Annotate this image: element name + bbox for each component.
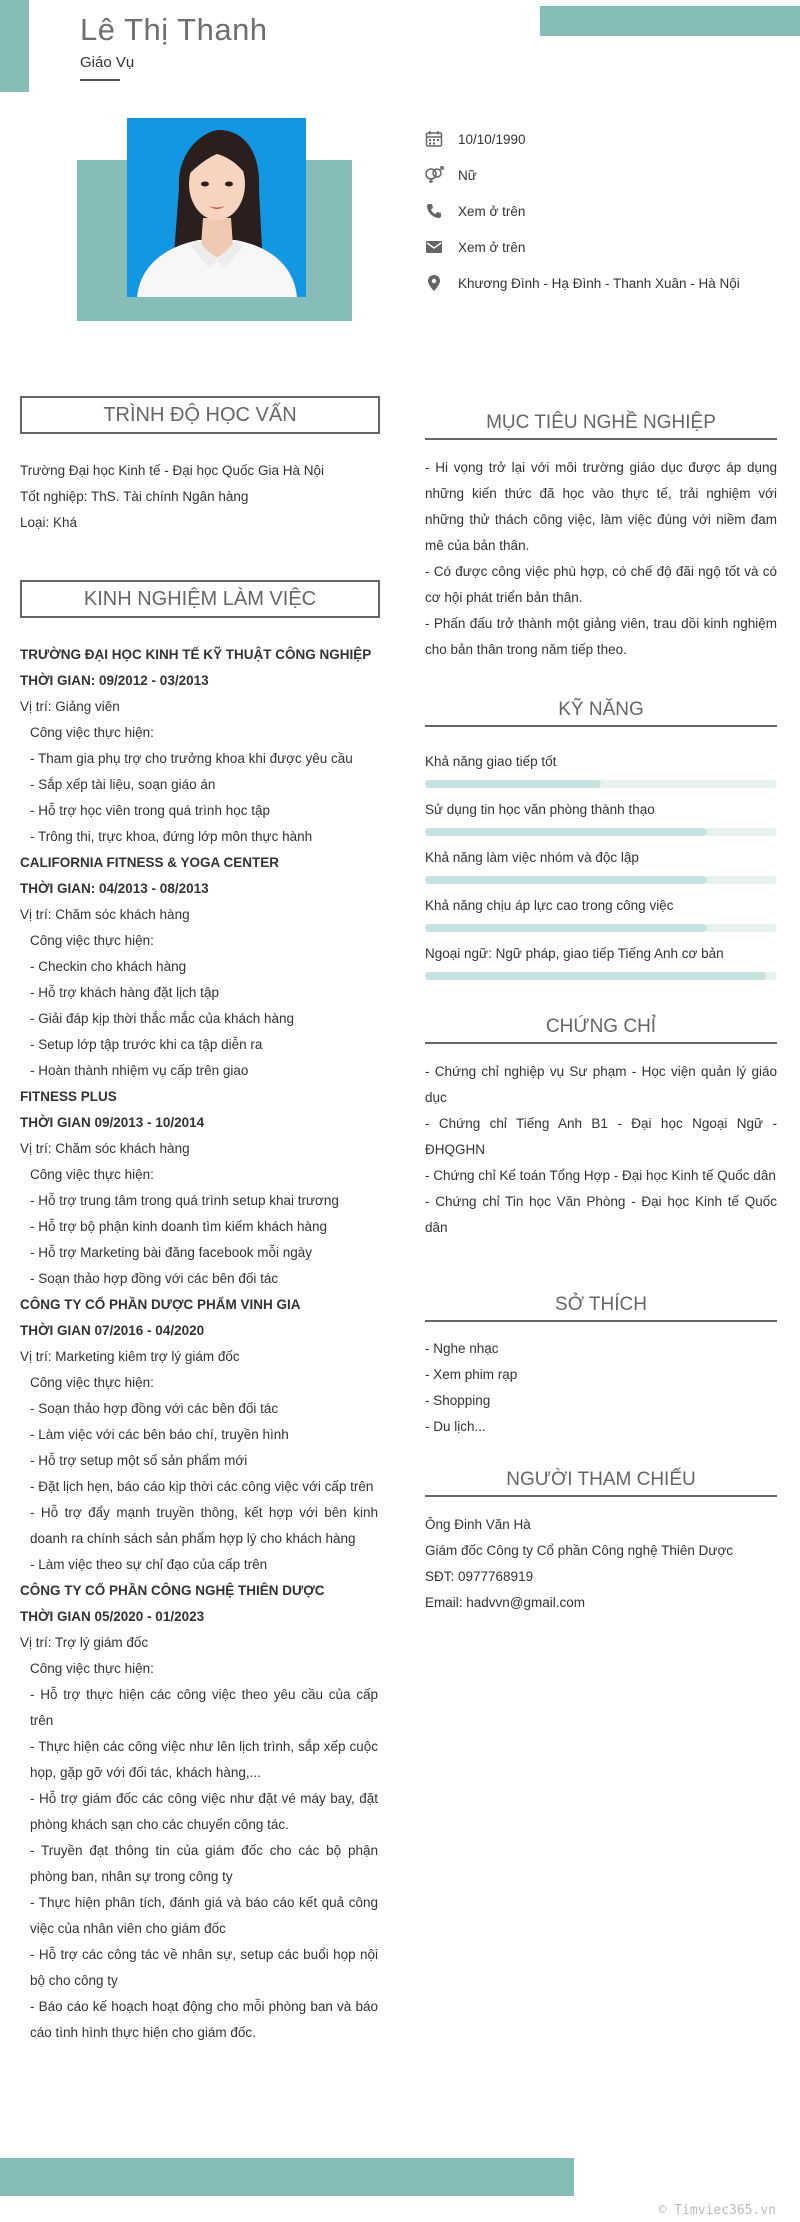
- job-tasks-label: Công việc thực hiện:: [30, 933, 154, 948]
- objective-line: - Phấn đấu trở thành một giảng viên, trau dồi kinh nghiệm cho bản thân trong năm tiếp theo.: [425, 616, 777, 657]
- envelope-icon: [424, 237, 444, 257]
- job-task: - Thực hiện phân tích, đánh giá và báo cáo kết quả công việc của nhân viên cho giám đốc: [30, 1895, 378, 1936]
- job-task: - Truyền đạt thông tin của giám đốc cho các bộ phận phòng ban, nhân sự trong công ty: [30, 1843, 378, 1884]
- job-position: Vị trí: Chăm sóc khách hàng: [20, 1141, 190, 1156]
- job-task: - Trông thi, trực khoa, đứng lớp môn thực hành: [30, 829, 313, 844]
- skill-item: [425, 800, 777, 836]
- candidate-role: Giáo Vụ: [80, 54, 135, 71]
- job-task: - Sắp xếp tài liệu, soạn giáo án: [30, 777, 216, 792]
- skill-item: [425, 896, 777, 932]
- skill-label: Ngoại ngữ: Ngữ pháp, giao tiếp Tiếng Anh cơ bản: [425, 946, 724, 961]
- job-company: FITNESS PLUS: [20, 1089, 117, 1104]
- skill-bar-fill: [425, 972, 766, 980]
- role-underline: [80, 79, 120, 81]
- job-time: THỜI GIAN: 04/2013 - 08/2013: [20, 881, 209, 896]
- birthday-value: 10/10/1990: [458, 131, 526, 147]
- phone-row: [424, 200, 525, 222]
- education-heading: TRÌNH ĐỘ HỌC VẤN: [20, 396, 380, 434]
- job-company: CÔNG TY CỔ PHẦN CÔNG NGHỆ THIÊN DƯỢC: [20, 1583, 325, 1598]
- job-task: - Làm việc theo sự chỉ đạo của cấp trên: [30, 1557, 268, 1572]
- skill-label: Khả năng chịu áp lực cao trong công việc: [425, 898, 674, 913]
- avatar: [127, 118, 306, 297]
- hobby-item: - Shopping: [425, 1393, 491, 1408]
- certificate-item: - Chứng chỉ Tin học Văn Phòng - Đại học Kinh tế Quốc dân: [425, 1194, 777, 1235]
- skill-bar-fill: [425, 924, 707, 932]
- job-entry: [20, 1578, 378, 2046]
- address-value: Khương Đình - Hạ Đình - Thanh Xuân - Hà Nội: [458, 275, 740, 291]
- reference-email: Email: hadvvn@gmail.com: [425, 1595, 586, 1610]
- gender-icon: [424, 165, 444, 185]
- objective-line: - Hi vọng trở lại với môi trường giáo dục được áp dụng những kiến thức đã học vào thực tế, trải nghiệm với những thử thách công việc, làm việc đúng với niềm đam mê của bản thân.: [425, 460, 777, 553]
- header-decoration-right: [540, 6, 800, 36]
- hobby-item: - Nghe nhạc: [425, 1341, 499, 1356]
- experience-heading: KINH NGHIỆM LÀM VIỆC: [20, 580, 380, 618]
- job-time: THỜI GIAN 09/2013 - 10/2014: [20, 1115, 205, 1130]
- address-row: [424, 272, 740, 294]
- job-task: - Thực hiện các công việc như lên lịch trình, sắp xếp cuộc họp, gặp gỡ với đối tác, khách hàng,...: [30, 1739, 378, 1780]
- job-entry: [20, 642, 378, 850]
- education-section: [20, 458, 376, 536]
- gender-row: [424, 164, 477, 186]
- job-company: CÔNG TY CỔ PHẦN DƯỢC PHẨM VINH GIA: [20, 1297, 301, 1312]
- education-degree: Tốt nghiệp: ThS. Tài chính Ngân hàng: [20, 489, 249, 504]
- contact-list: [424, 128, 764, 308]
- objective-section: [425, 455, 777, 663]
- hobby-item: - Du lịch...: [425, 1419, 486, 1434]
- calendar-icon: [424, 129, 444, 149]
- job-task: - Hỗ trợ đẩy mạnh truyền thông, kết hợp với bên kinh doanh ra chính sách sản phẩm hợp lý cho khách hàng: [30, 1505, 378, 1546]
- reference-name: Ông Đinh Văn Hà: [425, 1517, 531, 1532]
- job-time: THỜI GIAN 07/2016 - 04/2020: [20, 1323, 205, 1338]
- skill-item: [425, 752, 777, 788]
- objective-heading: MỤC TIÊU NGHỀ NGHIỆP: [425, 408, 777, 440]
- job-task: - Hỗ trợ Marketing bài đăng facebook mỗi ngày: [30, 1245, 312, 1260]
- skill-label: Khả năng giao tiếp tốt: [425, 754, 557, 769]
- skill-label: Sử dụng tin học văn phòng thành thạo: [425, 802, 655, 817]
- job-task: - Hỗ trợ trung tâm trong quá trình setup khai trương: [30, 1193, 339, 1208]
- job-entry: [20, 1084, 378, 1292]
- job-time: THỜI GIAN: 09/2012 - 03/2013: [20, 673, 209, 688]
- job-task: - Checkin cho khách hàng: [30, 959, 187, 974]
- job-task: - Setup lớp tập trước khi ca tập diễn ra: [30, 1037, 263, 1052]
- job-tasks-label: Công việc thực hiện:: [30, 725, 154, 740]
- job-task: - Hỗ trợ các công tác về nhân sự, setup các buổi họp nội bộ cho công ty: [30, 1947, 378, 1988]
- job-task: - Soạn thảo hợp đồng với các bên đối tác: [30, 1401, 279, 1416]
- job-task: - Hỗ trợ setup một số sản phẩm mới: [30, 1453, 248, 1468]
- job-entry: [20, 1292, 378, 1578]
- birthday-row: [424, 128, 526, 150]
- location-pin-icon: [424, 273, 444, 293]
- skill-bar-fill: [425, 780, 601, 788]
- certificate-item: - Chứng chỉ Tiếng Anh B1 - Đại học Ngoại Ngữ - ĐHQGHN: [425, 1116, 777, 1157]
- job-tasks-label: Công việc thực hiện:: [30, 1375, 154, 1390]
- skill-bar: [425, 924, 777, 932]
- job-task: - Tham gia phụ trợ cho trưởng khoa khi được yêu cầu: [30, 751, 353, 766]
- hobby-item: - Xem phim rạp: [425, 1367, 518, 1382]
- job-task: - Hỗ trợ giám đốc các công việc như đặt vé máy bay, đặt phòng khách sạn cho các chuyến công tác.: [30, 1791, 378, 1832]
- objective-line: - Có được công việc phù hợp, có chế độ đãi ngộ tốt và có cơ hội phát triển bản thân.: [425, 564, 777, 605]
- job-task: - Giải đáp kịp thời thắc mắc của khách hàng: [30, 1011, 294, 1026]
- job-task: - Hoàn thành nhiệm vụ cấp trên giao: [30, 1063, 249, 1078]
- job-task: - Soạn thảo hợp đồng với các bên đối tác: [30, 1271, 279, 1286]
- experience-section: [20, 642, 378, 2046]
- skill-bar: [425, 876, 777, 884]
- skill-bar-fill: [425, 828, 707, 836]
- skill-bar: [425, 828, 777, 836]
- job-time: THỜI GIAN 05/2020 - 01/2023: [20, 1609, 205, 1624]
- job-task: - Báo cáo kế hoạch hoạt động cho mỗi phòng ban và báo cáo tình hình thực hiện cho giám đốc.: [30, 1999, 378, 2040]
- avatar-portrait: [127, 118, 306, 297]
- hobbies-heading: SỞ THÍCH: [425, 1290, 777, 1322]
- education-grade: Loại: Khá: [20, 515, 78, 530]
- certificate-item: - Chứng chỉ nghiệp vụ Sư phạm - Học viện quản lý giáo dục: [425, 1064, 777, 1105]
- phone-icon: [424, 201, 444, 221]
- job-position: Vị trí: Chăm sóc khách hàng: [20, 907, 190, 922]
- email-value: Xem ở trên: [458, 239, 526, 255]
- phone-value: Xem ở trên: [458, 203, 526, 219]
- job-task: - Hỗ trợ học viên trong quá trình học tập: [30, 803, 270, 818]
- job-company: CALIFORNIA FITNESS & YOGA CENTER: [20, 855, 280, 870]
- watermark: © Timviec365.vn: [658, 2203, 776, 2218]
- job-entry: [20, 850, 378, 1084]
- job-task: - Đặt lịch hẹn, báo cáo kịp thời các công việc với cấp trên: [30, 1479, 374, 1494]
- job-task: - Làm việc với các bên báo chí, truyền hình: [30, 1427, 289, 1442]
- skills-heading: KỸ NĂNG: [425, 695, 777, 727]
- job-task: - Hỗ trợ thực hiện các công việc theo yêu cầu của cấp trên: [30, 1687, 378, 1728]
- job-task: - Hỗ trợ bộ phận kinh doanh tìm kiếm khách hàng: [30, 1219, 328, 1234]
- reference-heading: NGƯỜI THAM CHIẾU: [425, 1465, 777, 1497]
- job-position: Vị trí: Giảng viên: [20, 699, 120, 714]
- skill-bar: [425, 780, 777, 788]
- gender-value: Nữ: [458, 167, 477, 183]
- job-task: - Hỗ trợ khách hàng đặt lịch tập: [30, 985, 219, 1000]
- certificates-section: [425, 1059, 777, 1241]
- education-school: Trường Đại học Kinh tế - Đại học Quốc Gia Hà Nội: [20, 463, 325, 478]
- skill-bar-fill: [425, 876, 707, 884]
- reference-title: Giám đốc Công ty Cổ phần Công nghệ Thiên Dược: [425, 1543, 734, 1558]
- reference-section: [425, 1512, 777, 1616]
- footer-bar: [0, 2158, 574, 2196]
- candidate-name: Lê Thị Thanh: [80, 12, 268, 47]
- skill-bar: [425, 972, 777, 980]
- certificate-item: - Chứng chỉ Kế toán Tổng Hợp - Đại học Kinh tế Quốc dân: [425, 1168, 776, 1183]
- email-row: [424, 236, 525, 258]
- hobbies-section: [425, 1336, 777, 1440]
- skill-item: [425, 848, 777, 884]
- job-position: Vị trí: Marketing kiêm trợ lý giám đốc: [20, 1349, 240, 1364]
- header-decoration-left: [0, 0, 29, 92]
- job-tasks-label: Công việc thực hiện:: [30, 1167, 154, 1182]
- skill-label: Khả năng làm việc nhóm và độc lập: [425, 850, 639, 865]
- skill-item: [425, 944, 777, 980]
- job-tasks-label: Công việc thực hiện:: [30, 1661, 154, 1676]
- job-company: TRƯỜNG ĐẠI HỌC KINH TẾ KỸ THUẬT CÔNG NGHIỆP: [20, 647, 372, 662]
- reference-phone: SĐT: 0977768919: [425, 1569, 534, 1584]
- job-position: Vị trí: Trợ lý giám đốc: [20, 1635, 149, 1650]
- certificates-heading: CHỨNG CHỈ: [425, 1012, 777, 1044]
